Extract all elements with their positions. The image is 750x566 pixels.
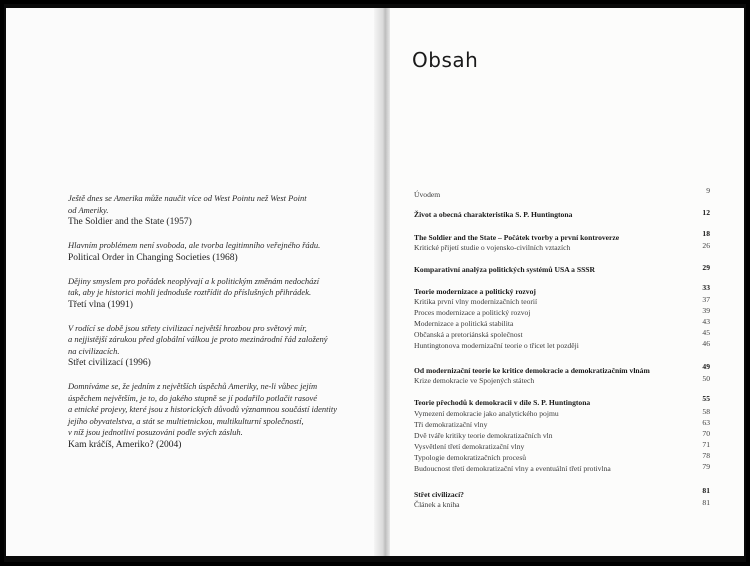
toc-entry-title: Kritika první vlny modernizačních teorií	[414, 297, 538, 306]
right-page	[386, 8, 744, 556]
quote-text-line: a nejjistější zárukou před globální válkou je proto mezinárodní řád založený	[68, 334, 328, 344]
quote-source: The Soldier and the State (1957)	[68, 217, 192, 227]
toc-entry-title: The Soldier and the State – Počátek tvorby a první kontroverze	[414, 233, 620, 242]
quote-text-line: Ještě dnes se Amerika může naučit více od West Pointu než West Point	[68, 193, 307, 203]
toc-entry-page: 39	[702, 306, 710, 315]
toc-entry-page: 33	[702, 283, 710, 292]
toc-entry-title: Budoucnost třetí demokratizační vlny a eventuální třetí protivlna	[414, 464, 611, 473]
toc-entry-page: 49	[702, 362, 710, 371]
quote-source: Kam kráčíš, Ameriko? (2004)	[68, 439, 182, 450]
toc-entry-title: Teorie modernizace a politický rozvoj	[414, 287, 536, 296]
toc-entry-title: Komparativní analýza politických systémů USA a SSSR	[414, 265, 596, 274]
book-gutter	[374, 8, 390, 556]
toc-entry-title: Modernizace a politická stabilita	[414, 319, 514, 328]
toc-entry-title: Od modernizační teorie ke kritice demokracie a demokratizačním vlnám	[414, 366, 650, 375]
toc-entry-page: 58	[702, 407, 710, 416]
quote-source: Střet civilizací (1996)	[68, 358, 151, 368]
toc-entry-page: 9	[706, 186, 710, 195]
quote	[68, 193, 368, 228]
toc-entry-page: 50	[702, 374, 710, 383]
toc-entry-title: Tři demokratizační vlny	[414, 420, 488, 429]
toc-entry-title: Proces modernizace a politický rozvoj	[414, 308, 531, 317]
toc-entry-title: Občanská a pretoriánská společnost	[414, 330, 523, 339]
toc-entry-page: 79	[702, 462, 710, 471]
quote-source: Třetí vlna (1991)	[68, 299, 133, 310]
toc-entry-title: Dvě tváře kritiky teorie demokratizačních vln	[414, 431, 553, 440]
toc-entry-page: 29	[702, 263, 710, 272]
quote-text-line: od Ameriky.	[68, 204, 109, 215]
toc-entry-title: Typologie demokratizačních procesů	[414, 453, 527, 462]
toc-entry-title: Teorie přechodů k demokracii v díle S. P. Huntingtona	[414, 398, 591, 407]
toc-entry-page: 70	[702, 429, 710, 438]
quotes-block	[68, 193, 368, 463]
toc-entry-page: 63	[702, 418, 710, 427]
toc-entry-title: Vymezení demokracie jako analytického pojmu	[414, 409, 559, 418]
toc-entry-page: 45	[702, 328, 710, 337]
toc-entry-title: Huntingtonova modernizační teorie o třicet let později	[414, 341, 579, 350]
quote	[68, 276, 368, 311]
toc-entry-title: Střet civilizací?	[414, 490, 464, 499]
toc-entry-page: 71	[702, 440, 710, 449]
quote-text-line: úspěchem největším, je to, do jakého stupně se jí podařilo potlačit rasové	[68, 392, 318, 403]
toc-entry-title: Kritické přijetí studie o vojensko-civilních vztazích	[414, 243, 571, 252]
toc-entry-page: 81	[702, 498, 710, 507]
quote	[68, 323, 368, 370]
quote-text-line: a etnické projevy, které jsou z historických důvodů významnou součástí identity	[68, 404, 338, 414]
toc-entry-page: 55	[702, 394, 710, 403]
quote-source: Political Order in Changing Societies (1968)	[68, 252, 238, 263]
quote-text-line: Dějiny smyslem pro pořádek neoplývají a k politickým změnám nedochází	[68, 275, 320, 286]
quote-text-line: tak, aby je historici mohli jednoduše roztřídit do příslušných přihrádek.	[68, 287, 312, 297]
toc-entry-page: 18	[702, 229, 710, 238]
toc-entry-title: Článek a kniha	[414, 500, 460, 509]
toc-entry-page: 46	[702, 339, 710, 348]
quote	[68, 381, 368, 451]
toc-entry-page: 26	[702, 241, 710, 250]
quote	[68, 240, 368, 264]
toc-entry-page: 12	[702, 208, 710, 217]
toc-entry-title: Život a obecná charakteristika S. P. Huntingtona	[414, 210, 573, 219]
toc-entry-title: Krize demokracie ve Spojených státech	[414, 376, 535, 385]
quote-text-line: na civilizacích.	[68, 345, 120, 356]
toc-entry-page: 37	[702, 295, 710, 304]
quote-text-line: V rodící se době jsou střety civilizací největší hrozbou pro světový mír,	[68, 322, 307, 333]
toc-title: Obsah	[412, 48, 479, 72]
toc-entry-title: Úvodem	[414, 190, 441, 199]
quote-text-line: v níž jsou jednotliví posuzováni podle svých zásluh.	[68, 427, 243, 437]
toc-entry-page: 43	[702, 317, 710, 326]
toc-entry-title: Vysvětlení třetí demokratizační vlny	[414, 442, 525, 451]
toc-entry-page: 78	[702, 451, 710, 460]
toc-entry-page: 81	[702, 486, 710, 495]
quote-text-line: jejího obyvatelstva, a stát se multietnickou, multikulturní společností,	[68, 415, 304, 426]
quote-text-line: Hlavním problémem není svoboda, ale tvorba legitimního veřejného řádu.	[68, 240, 321, 250]
quote-text-line: Domníváme se, že jedním z největších úspěchů Ameriky, ne-li vůbec jejím	[68, 381, 318, 391]
